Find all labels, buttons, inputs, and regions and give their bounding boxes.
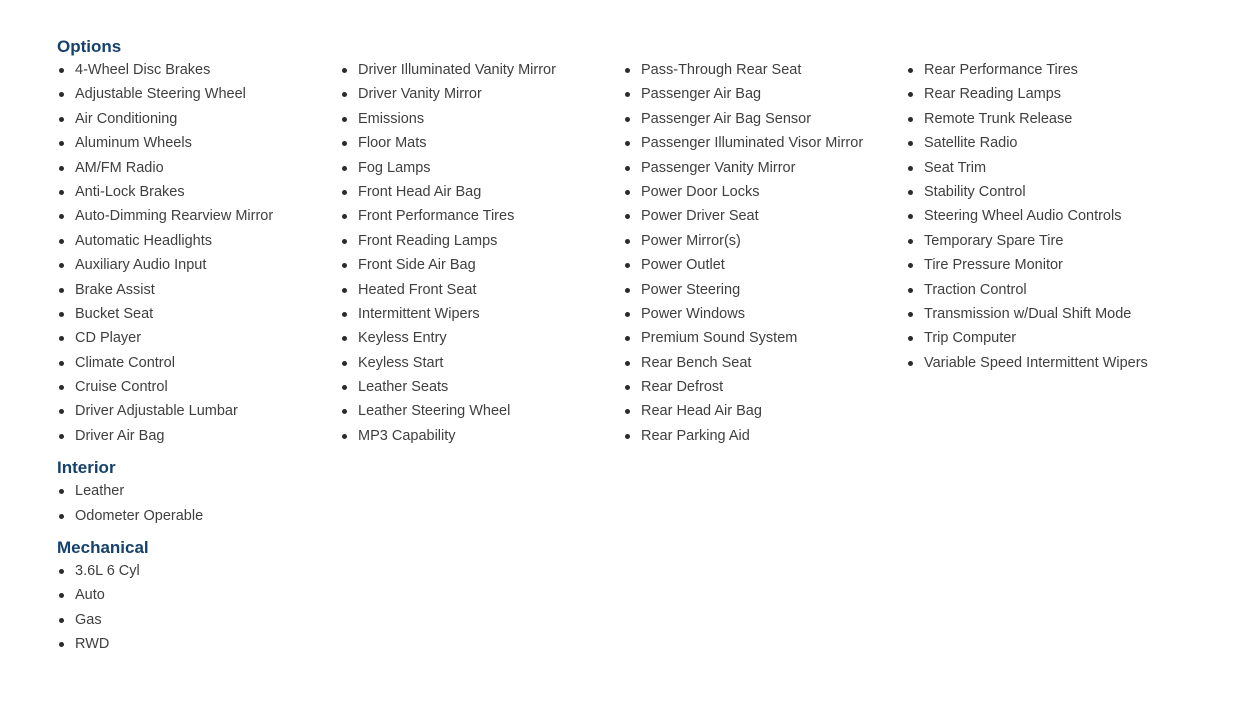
option-item: Automatic Headlights — [57, 229, 340, 253]
option-item: Passenger Illuminated Visor Mirror — [623, 131, 906, 155]
mechanical-columns — [57, 559, 1217, 657]
option-item: Adjustable Steering Wheel — [57, 82, 340, 106]
option-item: Rear Performance Tires — [906, 58, 1189, 82]
options-column-2 — [340, 58, 623, 448]
option-item: Power Steering — [623, 278, 906, 302]
option-item: CD Player — [57, 326, 340, 350]
option-item: Power Windows — [623, 302, 906, 326]
interior-item: Odometer Operable — [57, 504, 340, 528]
option-item: Driver Illuminated Vanity Mirror — [340, 58, 623, 82]
option-item: Front Reading Lamps — [340, 229, 623, 253]
option-item: Passenger Air Bag — [623, 82, 906, 106]
option-item: 4-Wheel Disc Brakes — [57, 58, 340, 82]
option-item: Power Door Locks — [623, 180, 906, 204]
option-item: Heated Front Seat — [340, 278, 623, 302]
option-item: Auto-Dimming Rearview Mirror — [57, 204, 340, 228]
option-item: Rear Defrost — [623, 375, 906, 399]
option-item: Power Mirror(s) — [623, 229, 906, 253]
options-column-3 — [623, 58, 906, 448]
option-item: Variable Speed Intermittent Wipers — [906, 351, 1189, 375]
mechanical-item: Auto — [57, 583, 340, 607]
option-item: Aluminum Wheels — [57, 131, 340, 155]
mechanical-item: 3.6L 6 Cyl — [57, 559, 340, 583]
option-item: Leather Steering Wheel — [340, 399, 623, 423]
mechanical-list — [57, 559, 340, 657]
option-item: Fog Lamps — [340, 156, 623, 180]
mechanical-item: RWD — [57, 632, 340, 656]
option-item: Power Driver Seat — [623, 204, 906, 228]
interior-item: Leather — [57, 479, 340, 503]
mechanical-heading: Mechanical — [57, 538, 149, 558]
option-item: Traction Control — [906, 278, 1189, 302]
option-item: Transmission w/Dual Shift Mode — [906, 302, 1189, 326]
options-section — [57, 36, 1217, 448]
option-item: Rear Bench Seat — [623, 351, 906, 375]
option-item: Remote Trunk Release — [906, 107, 1189, 131]
option-item: Auxiliary Audio Input — [57, 253, 340, 277]
interior-list — [57, 479, 340, 528]
options-column-1 — [57, 58, 340, 448]
option-item: Passenger Vanity Mirror — [623, 156, 906, 180]
option-item: Anti-Lock Brakes — [57, 180, 340, 204]
option-item: Air Conditioning — [57, 107, 340, 131]
option-item: Satellite Radio — [906, 131, 1189, 155]
option-item: Rear Parking Aid — [623, 424, 906, 448]
option-item: Floor Mats — [340, 131, 623, 155]
interior-heading: Interior — [57, 458, 116, 478]
option-item: Brake Assist — [57, 278, 340, 302]
vehicle-features — [57, 36, 1217, 657]
interior-columns — [57, 479, 1217, 528]
option-item: Trip Computer — [906, 326, 1189, 350]
option-item: Rear Reading Lamps — [906, 82, 1189, 106]
options-columns — [57, 58, 1217, 448]
option-item: Keyless Start — [340, 351, 623, 375]
option-item: Bucket Seat — [57, 302, 340, 326]
option-item: Climate Control — [57, 351, 340, 375]
mechanical-item: Gas — [57, 608, 340, 632]
option-item: AM/FM Radio — [57, 156, 340, 180]
options-heading: Options — [57, 37, 122, 56]
option-item: Tire Pressure Monitor — [906, 253, 1189, 277]
option-item: Keyless Entry — [340, 326, 623, 350]
option-item: Power Outlet — [623, 253, 906, 277]
option-item: Intermittent Wipers — [340, 302, 623, 326]
option-item: Passenger Air Bag Sensor — [623, 107, 906, 131]
option-item: Driver Vanity Mirror — [340, 82, 623, 106]
option-item: Driver Adjustable Lumbar — [57, 399, 340, 423]
option-item: Stability Control — [906, 180, 1189, 204]
option-item: Leather Seats — [340, 375, 623, 399]
interior-section — [57, 457, 1217, 528]
option-item: Driver Air Bag — [57, 424, 340, 448]
options-column-4 — [906, 58, 1189, 448]
option-item: Seat Trim — [906, 156, 1189, 180]
option-item: MP3 Capability — [340, 424, 623, 448]
option-item: Rear Head Air Bag — [623, 399, 906, 423]
mechanical-section — [57, 537, 1217, 657]
option-item: Steering Wheel Audio Controls — [906, 204, 1189, 228]
option-item: Front Performance Tires — [340, 204, 623, 228]
option-item: Front Side Air Bag — [340, 253, 623, 277]
option-item: Temporary Spare Tire — [906, 229, 1189, 253]
option-item: Premium Sound System — [623, 326, 906, 350]
option-item: Front Head Air Bag — [340, 180, 623, 204]
option-item: Cruise Control — [57, 375, 340, 399]
option-item: Pass-Through Rear Seat — [623, 58, 906, 82]
option-item: Emissions — [340, 107, 623, 131]
